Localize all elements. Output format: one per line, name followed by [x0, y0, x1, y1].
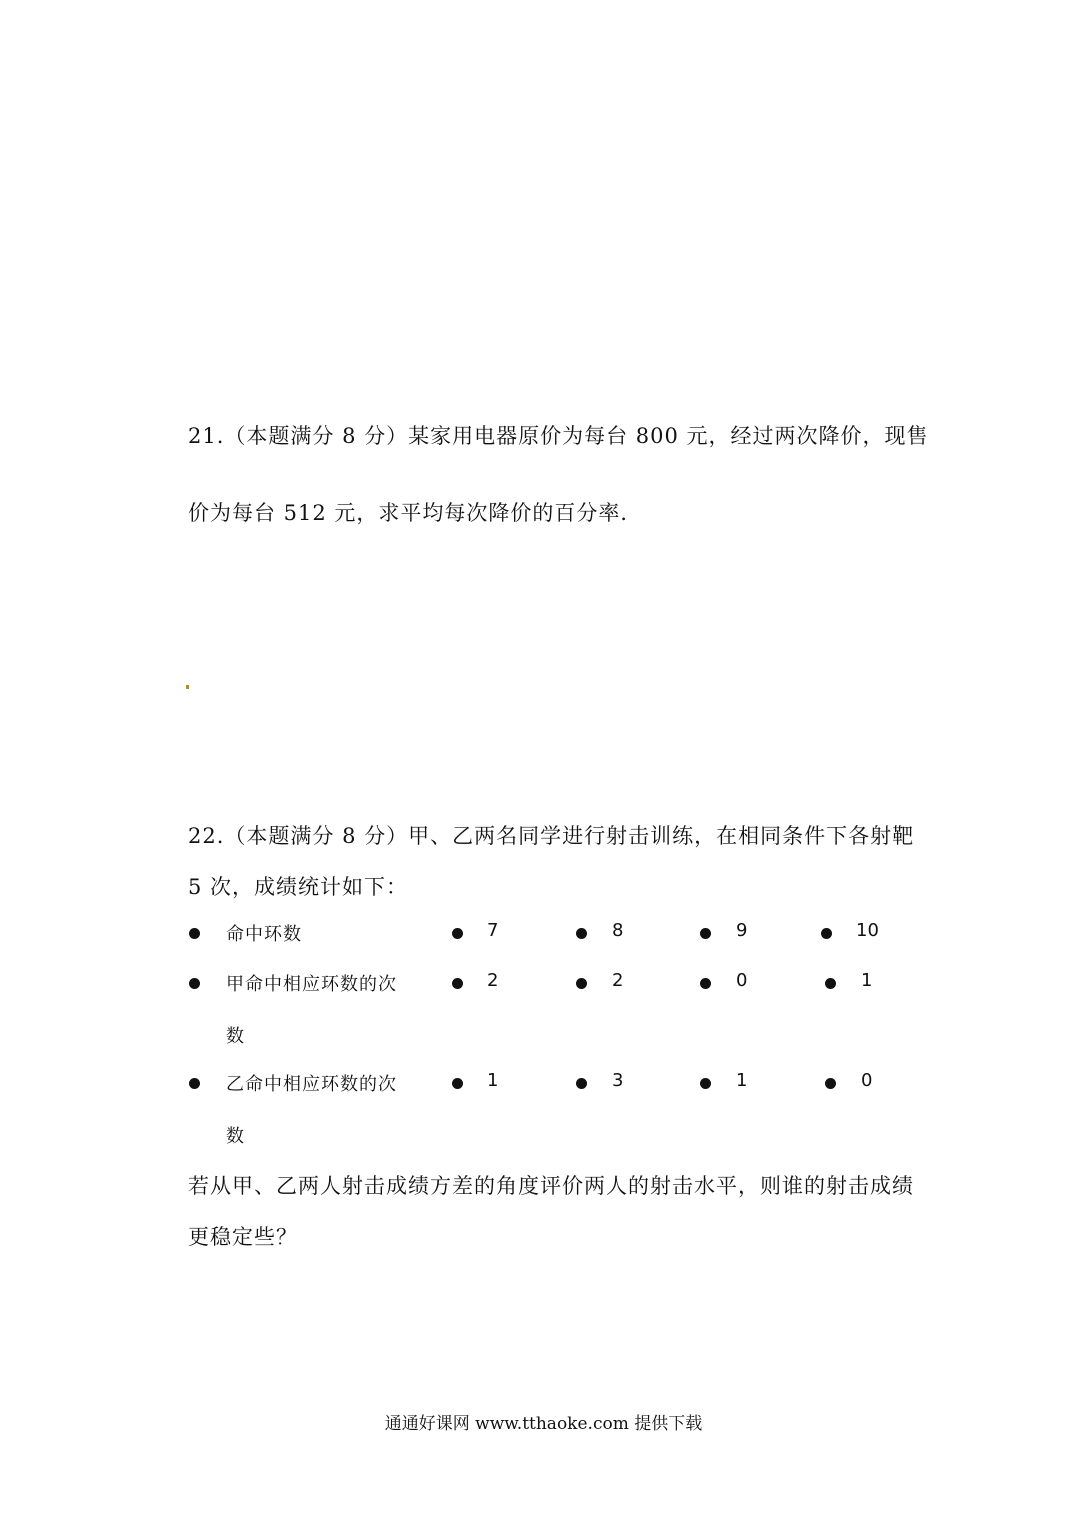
q21-line-1: 21.（本题满分 8 分）某家用电器原价为每台 800 元，经过两次降价，现售: [188, 424, 929, 448]
header-value: 9: [736, 920, 748, 941]
score-table-yi-row: [0, 1070, 1087, 1100]
jia-value: 2: [487, 970, 499, 991]
yi-value: 0: [861, 1070, 873, 1091]
header-value: 8: [612, 920, 624, 941]
yi-label: 乙命中相应环数的次: [226, 1074, 397, 1095]
yi-value: 1: [736, 1070, 748, 1091]
jia-label: 甲命中相应环数的次: [226, 974, 397, 995]
bullet-icon: [452, 928, 463, 939]
bullet-icon: [452, 978, 463, 989]
header-value: 10: [856, 920, 879, 941]
q22-line-2: 5 次，成绩统计如下：: [188, 875, 409, 899]
bullet-icon: [821, 928, 832, 939]
bullet-icon: [576, 1078, 587, 1089]
jia-label-wrap: 数: [226, 1026, 244, 1047]
header-label: 命中环数: [226, 924, 302, 945]
q21-line-2: 价为每台 512 元，求平均每次降价的百分率．: [188, 501, 643, 525]
yi-value: 1: [487, 1070, 499, 1091]
header-value: 7: [487, 920, 499, 941]
page-footer: 通通好课网 www.tthaoke.com 提供下载: [384, 1414, 703, 1434]
bullet-icon: [700, 928, 711, 939]
q22-line-1: 22.（本题满分 8 分）甲、乙两名同学进行射击训练，在相同条件下各射靶: [188, 824, 915, 848]
yi-label-wrap: 数: [226, 1126, 244, 1147]
bullet-icon: [189, 928, 200, 939]
stray-mark: [186, 685, 189, 689]
jia-value: 2: [612, 970, 624, 991]
bullet-icon: [576, 928, 587, 939]
q22-line-4: 更稳定些？: [188, 1225, 298, 1249]
jia-value: 0: [736, 970, 748, 991]
bullet-icon: [825, 1078, 836, 1089]
bullet-icon: [189, 1078, 200, 1089]
score-table-header-row: [0, 920, 1087, 950]
bullet-icon: [576, 978, 587, 989]
bullet-icon: [700, 978, 711, 989]
bullet-icon: [189, 978, 200, 989]
bullet-icon: [452, 1078, 463, 1089]
bullet-icon: [825, 978, 836, 989]
bullet-icon: [700, 1078, 711, 1089]
yi-value: 3: [612, 1070, 624, 1091]
q22-line-3: 若从甲、乙两人射击成绩方差的角度评价两人的射击水平，则谁的射击成绩: [188, 1174, 914, 1198]
jia-value: 1: [861, 970, 873, 991]
score-table-jia-row: [0, 970, 1087, 1000]
